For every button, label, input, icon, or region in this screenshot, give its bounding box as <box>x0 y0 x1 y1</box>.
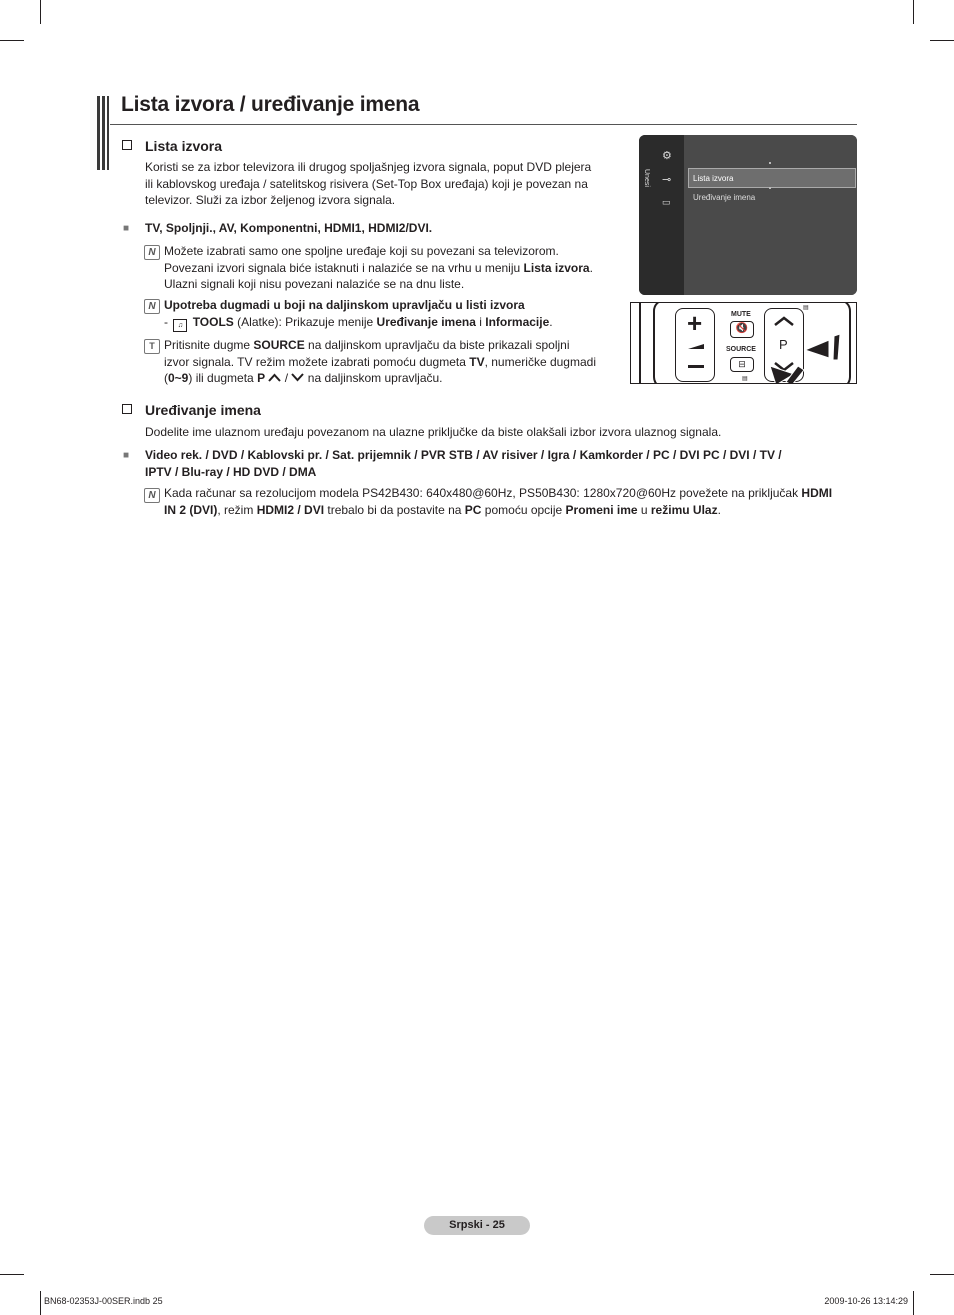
guide-small-icon: ▤ <box>803 305 809 311</box>
note-bold: HDMI <box>801 486 833 500</box>
note-text: / <box>281 371 292 385</box>
checkbox-square-icon <box>122 140 132 150</box>
dash: - <box>164 314 168 329</box>
note-icon: N <box>144 488 160 503</box>
note-bold: IN 2 (DVI) <box>164 502 218 517</box>
mute-button[interactable]: 🔇 <box>730 321 754 338</box>
menu-side-label: Unesi <box>643 169 650 187</box>
note-bold: PC <box>464 502 482 517</box>
note-text: Kada računar sa rezolucijom modela PS42B430: 640x480@60Hz, PS50B430: 1280x720@60Hz povežete na priključak <box>164 486 802 500</box>
scroll-dot <box>769 162 771 164</box>
channel-p-label: P <box>779 337 788 352</box>
note-bold: HDMI2 / DVI <box>256 502 325 517</box>
crop-mark <box>930 1274 954 1275</box>
bullet-line: IPTV / Blu-ray / HD DVD / DMA <box>145 464 317 479</box>
note-line <box>164 260 593 277</box>
mute-label: MUTE <box>731 311 751 318</box>
note-bold: Promeni ime <box>565 502 638 517</box>
crop-mark <box>913 0 914 24</box>
note-line: Ulazni signali koji nisu povezani nalaziće se na dnu liste. <box>164 277 465 291</box>
section-heading-uredjivanje-imena <box>122 402 261 418</box>
section-heading-lista-izvora <box>122 138 222 154</box>
note-text: . <box>549 314 553 329</box>
square-bullet-icon: ■ <box>123 223 130 234</box>
square-bullet-icon: ■ <box>123 450 130 461</box>
note-text: (Alatke): Prikazuje menije <box>233 314 377 329</box>
gear-icon: ⚙ <box>662 150 672 162</box>
note-text: na daljinskom upravljaču da biste prikazali spoljni <box>304 338 570 352</box>
note-bold: TV <box>469 354 485 369</box>
note-text: Povezani izvori signala biće istaknuti i nalaziće se na vrhu u meniju <box>164 260 524 275</box>
crop-mark <box>40 0 41 24</box>
note-bold: Lista izvora <box>523 260 590 275</box>
note-line <box>164 370 596 387</box>
page-title: Lista izvora / uređivanje imena <box>121 93 420 116</box>
tools-icon: ♫ <box>173 319 187 332</box>
footer-timestamp: 2009-10-26 13:14:29 <box>824 1296 908 1306</box>
desc-line: Koristi se za izbor televizora ili drugog spoljašnjeg izvora signala, poput DVD plejera <box>145 160 592 174</box>
checkbox-square-icon <box>122 404 132 414</box>
note-text: , režim <box>217 502 257 517</box>
section1-description <box>145 159 591 209</box>
page-number-badge: Srpski - 25 <box>424 1216 530 1235</box>
title-rule <box>110 124 857 125</box>
note-line <box>164 485 832 502</box>
footer-file-name: BN68-02353J-00SER.indb 25 <box>44 1296 163 1306</box>
note-text: Pritisnite dugme <box>164 338 254 352</box>
note-text: trebalo bi da postavite na <box>324 502 465 517</box>
note-icon: N <box>144 245 160 260</box>
note-text: pomoću opcije <box>481 502 566 517</box>
note-line: Možete izabrati samo one spoljne uređaje koji su povezani sa televizorom. <box>164 244 559 258</box>
menu-item-uredjivanje-imena[interactable]: Uređivanje imena <box>693 193 756 202</box>
source-list-bullet: TV, Spoljnji., AV, Komponentni, HDMI1, HDMI2/DVI. <box>145 221 433 235</box>
tv-menu-screenshot <box>639 135 857 295</box>
note-bold: režimu Ulaz <box>650 502 718 517</box>
crop-mark <box>930 40 954 41</box>
scroll-dot <box>769 187 771 189</box>
device-names-bullet <box>145 447 782 480</box>
note-color-buttons <box>164 297 553 332</box>
note-text: ( <box>164 371 168 385</box>
note-line <box>164 502 832 519</box>
tools-small-icon: ▤ <box>742 376 748 382</box>
note-text: izvor signala. TV režim možete izabrati pomoću dugmeta <box>164 354 470 369</box>
crop-mark <box>913 1291 914 1315</box>
menu-item-lista-izvora[interactable]: Lista izvora <box>693 174 734 183</box>
support-icon: ▭ <box>662 197 671 207</box>
channel-up-icon <box>773 315 795 327</box>
section-heading-text: Uređivanje imena <box>145 402 261 418</box>
crop-mark <box>0 40 24 41</box>
note-connected-devices <box>164 243 593 293</box>
tools-label: TOOLS <box>192 314 234 329</box>
chevron-down-icon <box>291 373 304 382</box>
note-text: . <box>717 502 721 517</box>
note-text: . <box>589 260 593 275</box>
note-bold: P <box>257 371 266 385</box>
note-bold: Informacije <box>485 314 550 329</box>
section-heading-text: Lista izvora <box>145 138 223 154</box>
note-icon: N <box>144 299 160 314</box>
menu-panel <box>684 135 857 295</box>
tv-remote-note-icon: T <box>144 339 160 354</box>
note-bold: Uređivanje imena <box>376 314 476 329</box>
pointer-arrows-icon <box>746 328 857 384</box>
crop-mark <box>40 1291 41 1315</box>
bullet-line: Video rek. / DVD / Kablovski pr. / Sat. prijemnik / PVR STB / AV risiver / Igra / Kamkorder / PC / DVI PC / DVI / TV / <box>145 448 782 462</box>
remote-control-illustration <box>630 302 857 384</box>
note-source-button <box>164 337 596 387</box>
title-decoration <box>97 96 109 170</box>
volume-plus-icon: + <box>687 308 703 338</box>
volume-wedge-icon <box>688 344 704 349</box>
note-line <box>164 354 596 371</box>
section2-description: Dodelite ime ulaznom uređaju povezanom na ulazne priključke da biste olakšali izbor izvora ulaznog signala. <box>145 425 722 439</box>
note-text: i <box>475 314 486 329</box>
note-line <box>164 314 553 332</box>
note-line <box>164 337 596 354</box>
desc-line: televizor. Služi za izbor željenog izvora signala. <box>145 193 396 207</box>
note-pc-resolution <box>164 485 832 518</box>
source-label: SOURCE <box>726 346 756 353</box>
note-text: u <box>637 502 651 517</box>
input-plug-icon: ⊸ <box>662 174 672 186</box>
note-text: , numeričke dugmadi <box>484 354 596 369</box>
crop-mark <box>0 1274 24 1275</box>
desc-line: ili kablovskog uređaja / satelitskog risivera (Set-Top Box uređaja) koji je povezan na <box>145 176 588 191</box>
note-bold: SOURCE <box>253 338 305 352</box>
source-button[interactable]: ⊟ <box>730 357 754 372</box>
note-heading: Upotreba dugmadi u boji na daljinskom upravljaču u listi izvora <box>164 298 525 312</box>
volume-minus-icon <box>688 365 704 368</box>
chevron-up-icon <box>268 373 281 382</box>
remote-edge <box>639 303 641 384</box>
note-bold: 0~9 <box>168 371 189 385</box>
note-text: na daljinskom upravljaču. <box>304 371 443 385</box>
note-text: ) ili dugmeta <box>188 371 258 385</box>
